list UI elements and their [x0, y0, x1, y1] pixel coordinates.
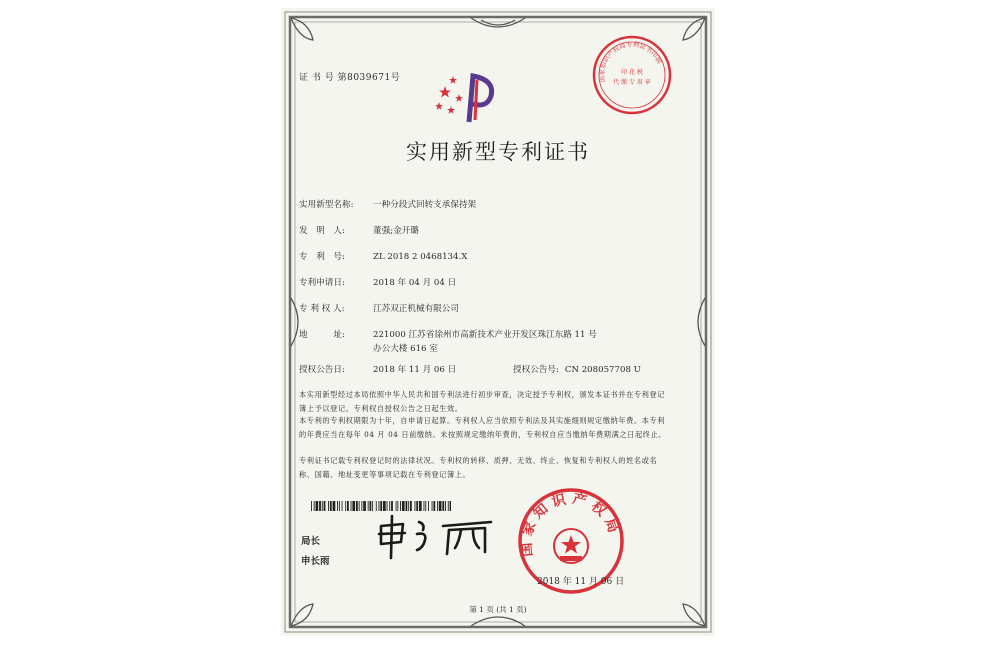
field-patent-number [299, 250, 467, 262]
certificate-number-value: 第8039671号 [337, 73, 401, 83]
director-name: 申长雨 [301, 556, 330, 567]
top-right-seal [591, 34, 673, 116]
paragraph-decision: 本实用新型经过本局依照中华人民共和国专利法进行初步审查，决定授予专利权，颁发本证书并在专利登记簿上予以登记。专利权自授权公告之日起生效。 [299, 390, 666, 413]
patent-office-logo-icon [433, 72, 503, 126]
certificate-number-label: 证 书 号 [299, 73, 335, 83]
field-label: 专利申请日: [299, 278, 345, 288]
field-value: 221000 江苏省徐州市高新技术产业开发区珠江东路 11 号 [373, 330, 597, 340]
field-label: 地 址: [299, 330, 345, 340]
svg-text:代 缴 专 用 章: 代 缴 专 用 章 [613, 79, 651, 86]
field-label: 实用新型名称: [299, 200, 354, 210]
svg-text:国家知识产权局专利证书印制: 国家知识产权局专利证书印制 [597, 40, 664, 84]
svg-text:印 花 税: 印 花 税 [621, 69, 643, 76]
field-label: 专 利 号: [299, 252, 345, 262]
field-value: 2018 年 11 月 06 日 [373, 365, 457, 375]
certificate-number [299, 70, 400, 83]
field-label: 授权公告日: [299, 365, 345, 375]
svg-text:国家知识产权局: 国家知识产权局 [518, 490, 623, 558]
field-value: 董强;金开璐 [373, 226, 419, 236]
director-title: 局长 [301, 536, 321, 547]
field-grant-date [299, 363, 456, 375]
certificate-title: 实用新型专利证书 [406, 140, 590, 164]
page-footer: 第 1 页 (共 1 页) [469, 605, 527, 614]
field-label: 发 明 人: [299, 226, 345, 236]
field-value: 江苏双正机械有限公司 [373, 304, 459, 314]
paragraph-legal-status: 专利证书记载专利权登记时的法律状况。专利权的转移、质押、无效、终止、恢复和专利权人的姓名或名称、国籍、地址变更等事项记载在专利登记簿上。 [299, 456, 658, 479]
field-value: 2018 年 04 月 04 日 [373, 278, 457, 288]
field-value: CN 208057708 U [564, 365, 641, 375]
field-utility-model-name [299, 198, 476, 210]
director-signature [373, 508, 503, 564]
paragraph-term: 本专利的专利权期限为十年，自申请日起算。专利权人应当依照专利法及其实施细则规定缴纳年费。本专利的年费应当在每年 04 月 04 日前缴纳。未按照规定缴纳年费的，专利权自应当缴纳年费期满之日起终止。 [299, 416, 667, 439]
field-address [299, 328, 597, 340]
patent-certificate [281, 8, 715, 636]
field-value: 一种分段式回转支承保持架 [373, 200, 477, 210]
issue-date: 2018 年 11 月 06 日 [537, 577, 625, 587]
field-application-date [299, 276, 456, 288]
field-label: 专 利 权 人: [299, 304, 345, 314]
field-label: 授权公告号: [513, 365, 559, 375]
field-patentee [299, 302, 459, 314]
field-inventors [299, 224, 419, 236]
field-grant-number [513, 363, 641, 375]
field-value: ZL 2018 2 0468134.X [373, 252, 468, 262]
field-address-line2: 办公大楼 616 室 [373, 344, 438, 354]
